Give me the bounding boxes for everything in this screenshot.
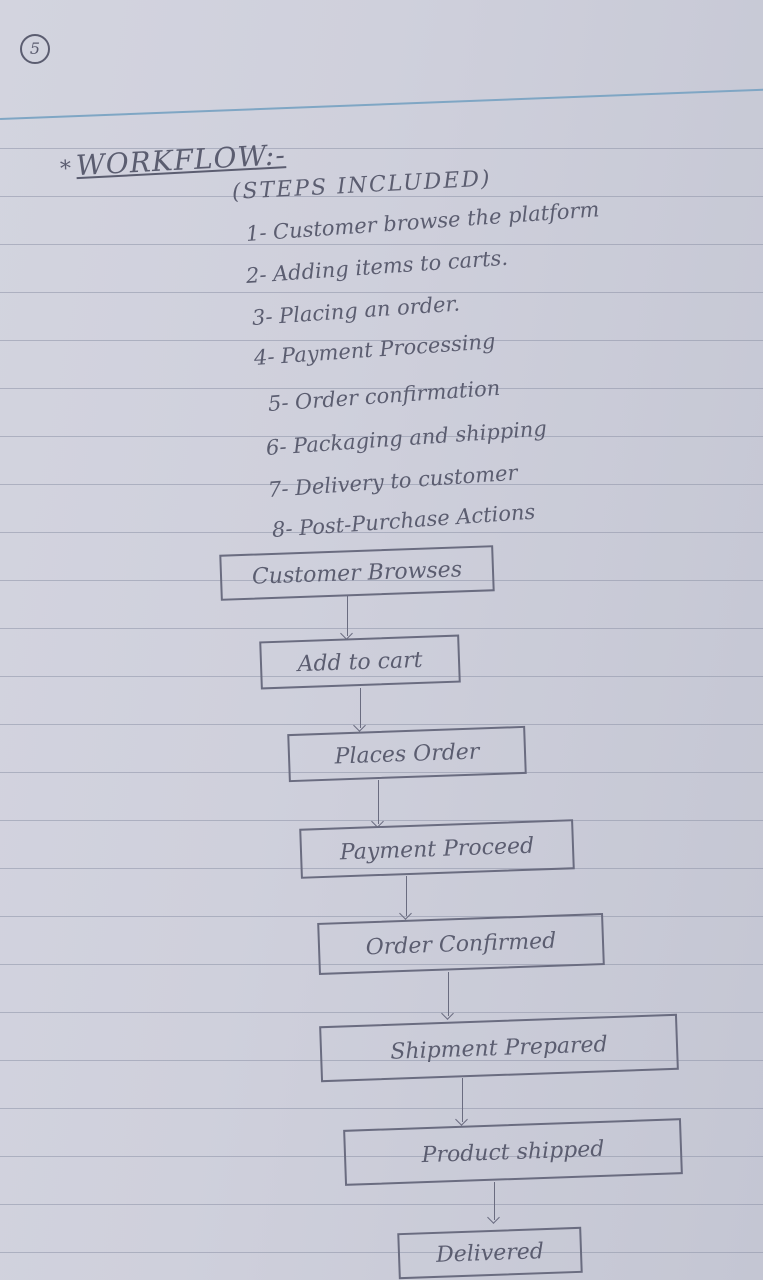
top-margin-line	[0, 87, 763, 120]
flow-arrow	[360, 688, 361, 728]
step-item: 8- Post-Purchase Actions	[271, 499, 536, 542]
page-number: 5	[20, 34, 50, 64]
step-item: 5- Order confirmation	[267, 375, 501, 416]
flow-arrow	[462, 1078, 463, 1122]
ruled-line	[0, 916, 763, 917]
step-item: 2- Adding items to carts.	[245, 245, 509, 288]
flow-box-product-shipped: Product shipped	[343, 1118, 683, 1186]
flow-box-order-confirmed: Order Confirmed	[317, 913, 605, 975]
flow-arrow	[448, 972, 449, 1016]
ruled-line	[0, 244, 763, 245]
ruled-line	[0, 1204, 763, 1205]
step-item: 3- Placing an order.	[251, 291, 461, 330]
step-item: 1- Customer browse the platform	[245, 197, 601, 246]
flow-box-delivered: Delivered	[397, 1227, 582, 1279]
step-item: 6- Packaging and shipping	[265, 416, 548, 460]
flow-box-customer-browses: Customer Browses	[219, 545, 494, 601]
flow-box-add-to-cart: Add to cart	[259, 635, 461, 690]
step-item: 7- Delivery to customer	[267, 460, 519, 502]
flow-arrow	[347, 596, 348, 636]
ruled-line	[0, 1252, 763, 1253]
ruled-line	[0, 1108, 763, 1109]
bullet-star: *	[59, 156, 73, 182]
flow-arrow	[378, 780, 379, 824]
flow-box-places-order: Places Order	[287, 726, 527, 782]
ruled-line	[0, 724, 763, 725]
ruled-line	[0, 1012, 763, 1013]
flow-box-payment-proceed: Payment Proceed	[299, 819, 575, 879]
flow-arrow	[406, 876, 407, 916]
step-item: 4- Payment Processing	[253, 329, 497, 370]
flow-arrow	[494, 1182, 495, 1220]
subtitle: (STEPS INCLUDED)	[231, 166, 493, 205]
title-text: WORKFLOW:-	[75, 138, 287, 183]
flow-box-shipment-prepared: Shipment Prepared	[319, 1014, 679, 1082]
ruled-line	[0, 292, 763, 293]
page-title	[59, 138, 286, 183]
ruled-line	[0, 628, 763, 629]
